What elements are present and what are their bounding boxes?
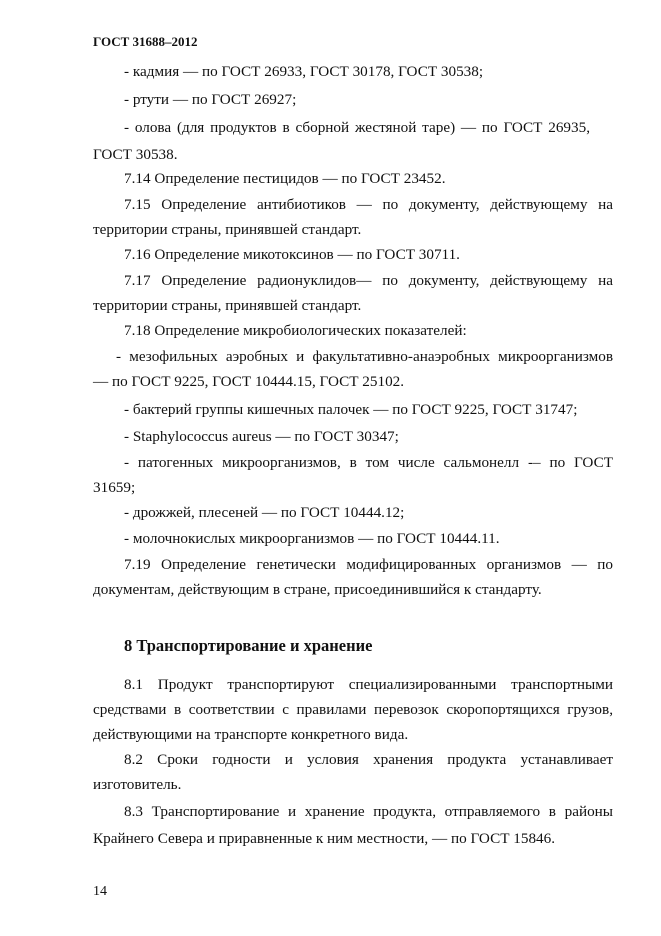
text-line: территории страны, принявшей стандарт.: [93, 221, 362, 238]
text-line: 7.16 Определение микотоксинов — по ГОСТ 30711.: [124, 246, 460, 263]
text-line: территории страны, принявшей стандарт.: [93, 297, 362, 314]
text-line: - Staphylococcus aureus — по ГОСТ 30347;: [124, 428, 399, 445]
section-heading: 8 Транспортирование и хранение: [124, 636, 373, 655]
text-line: 7.15 Определение антибиотиков — по документу, действующему на: [124, 196, 613, 213]
text-line: 7.18 Определение микробиологических показателей:: [124, 322, 467, 339]
text-line: 7.14 Определение пестицидов — по ГОСТ 23452.: [124, 170, 446, 187]
text-line: ГОСТ 30538.: [93, 146, 178, 163]
text-line: - дрожжей, плесеней — по ГОСТ 10444.12;: [124, 504, 405, 521]
text-line: — по ГОСТ 9225, ГОСТ 10444.15, ГОСТ 25102.: [93, 373, 405, 390]
text-line: изготовитель.: [93, 776, 182, 793]
text-line: средствами в соответствии с правилами перевозок скоропортящихся грузов,: [93, 701, 613, 718]
text-line: документам, действующим в стране, присоединившийся к стандарту.: [93, 581, 542, 598]
text-line: 7.19 Определение генетически модифицированных организмов — по: [124, 556, 613, 573]
text-line: - ртути — по ГОСТ 26927;: [124, 91, 297, 108]
text-line: Крайнего Севера и приравненные к ним местности, — по ГОСТ 15846.: [93, 830, 556, 847]
text-line: - олова (для продуктов в сборной жестяной таре) — по ГОСТ 26935,: [124, 119, 590, 136]
text-line: - мезофильных аэробных и факультативно-анаэробных микроорганизмов: [116, 348, 613, 365]
text-line: 8.3 Транспортирование и хранение продукта, отправляемого в районы: [124, 803, 613, 820]
text-line: - бактерий группы кишечных палочек — по ГОСТ 9225, ГОСТ 31747;: [124, 401, 578, 418]
text-line: - патогенных микроорганизмов, в том числе сальмонелл -– по ГОСТ: [124, 454, 613, 471]
text-line: действующими на транспорте конкретного вида.: [93, 726, 409, 743]
text-line: 8.2 Сроки годности и условия хранения продукта устанавливает: [124, 751, 613, 768]
text-line: 7.17 Определение радионуклидов— по документу, действующему на: [124, 272, 613, 289]
text-line: 8.1 Продукт транспортируют специализированными транспортными: [124, 676, 613, 693]
page-number: 14: [93, 884, 107, 899]
text-line: - молочнокислых микроорганизмов — по ГОСТ 10444.11.: [124, 530, 500, 547]
document-header: ГОСТ 31688–2012: [93, 34, 198, 49]
text-line: 31659;: [93, 479, 136, 496]
text-line: - кадмия — по ГОСТ 26933, ГОСТ 30178, ГОСТ 30538;: [124, 63, 484, 80]
